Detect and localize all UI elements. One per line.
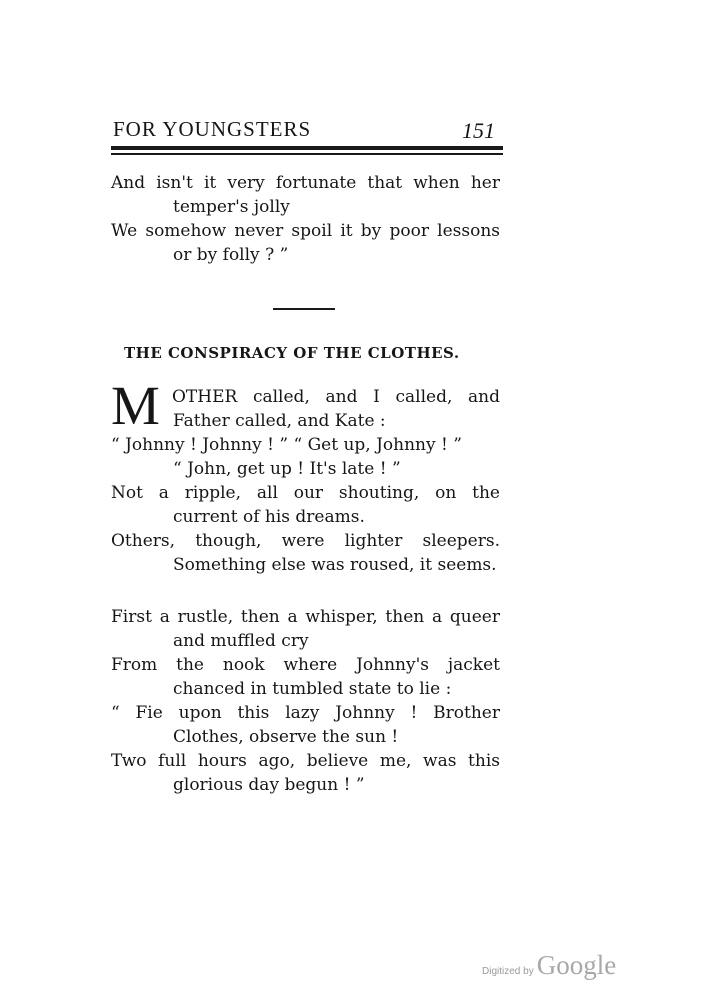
verse-line: And isn't it very fortunate that when her	[111, 173, 500, 193]
verse-line: OTHER called, and I called, and	[172, 387, 500, 407]
header-rule-thick	[111, 146, 503, 150]
verse-line: glorious day begun ! ”	[173, 775, 365, 795]
verse-line: chanced in tumbled state to lie :	[173, 679, 452, 699]
verse-line: “ Fie upon this lazy Johnny ! Brother	[111, 703, 500, 723]
verse-line: “ John, get up ! It's late ! ”	[173, 459, 401, 479]
verse-line: and muffled cry	[173, 631, 309, 651]
verse-line: “ Johnny ! Johnny ! ” “ Get up, Johnny ! ”	[111, 435, 462, 455]
header-rule-thin	[111, 153, 503, 155]
verse-line: We somehow never spoil it by poor lessons	[111, 221, 500, 241]
poem-title: THE CONSPIRACY OF THE CLOTHES.	[124, 344, 460, 362]
verse-line: From the nook where Johnny's jacket	[111, 655, 500, 675]
google-logo: Google	[536, 950, 617, 980]
verse-line: First a rustle, then a whisper, then a queer	[111, 607, 500, 627]
verse-line: Two full hours ago, believe me, was this	[111, 751, 500, 771]
drop-cap: M	[111, 375, 160, 436]
watermark-prefix: Digitized by	[482, 966, 534, 977]
running-header: FOR YOUNGSTERS	[113, 117, 312, 141]
verse-line: Not a ripple, all our shouting, on the	[111, 483, 500, 503]
verse-line: Others, though, were lighter sleepers.	[111, 531, 500, 551]
digitized-watermark	[482, 950, 616, 981]
verse-line: Father called, and Kate :	[173, 411, 386, 431]
verse-line: Something else was roused, it seems.	[173, 555, 497, 575]
verse-line: Clothes, observe the sun !	[173, 727, 399, 747]
verse-line: current of his dreams.	[173, 507, 365, 527]
verse-line: or by folly ? ”	[173, 245, 289, 265]
page-number: 151	[462, 118, 495, 143]
verse-line: temper's jolly	[173, 197, 290, 217]
section-divider	[273, 308, 335, 310]
